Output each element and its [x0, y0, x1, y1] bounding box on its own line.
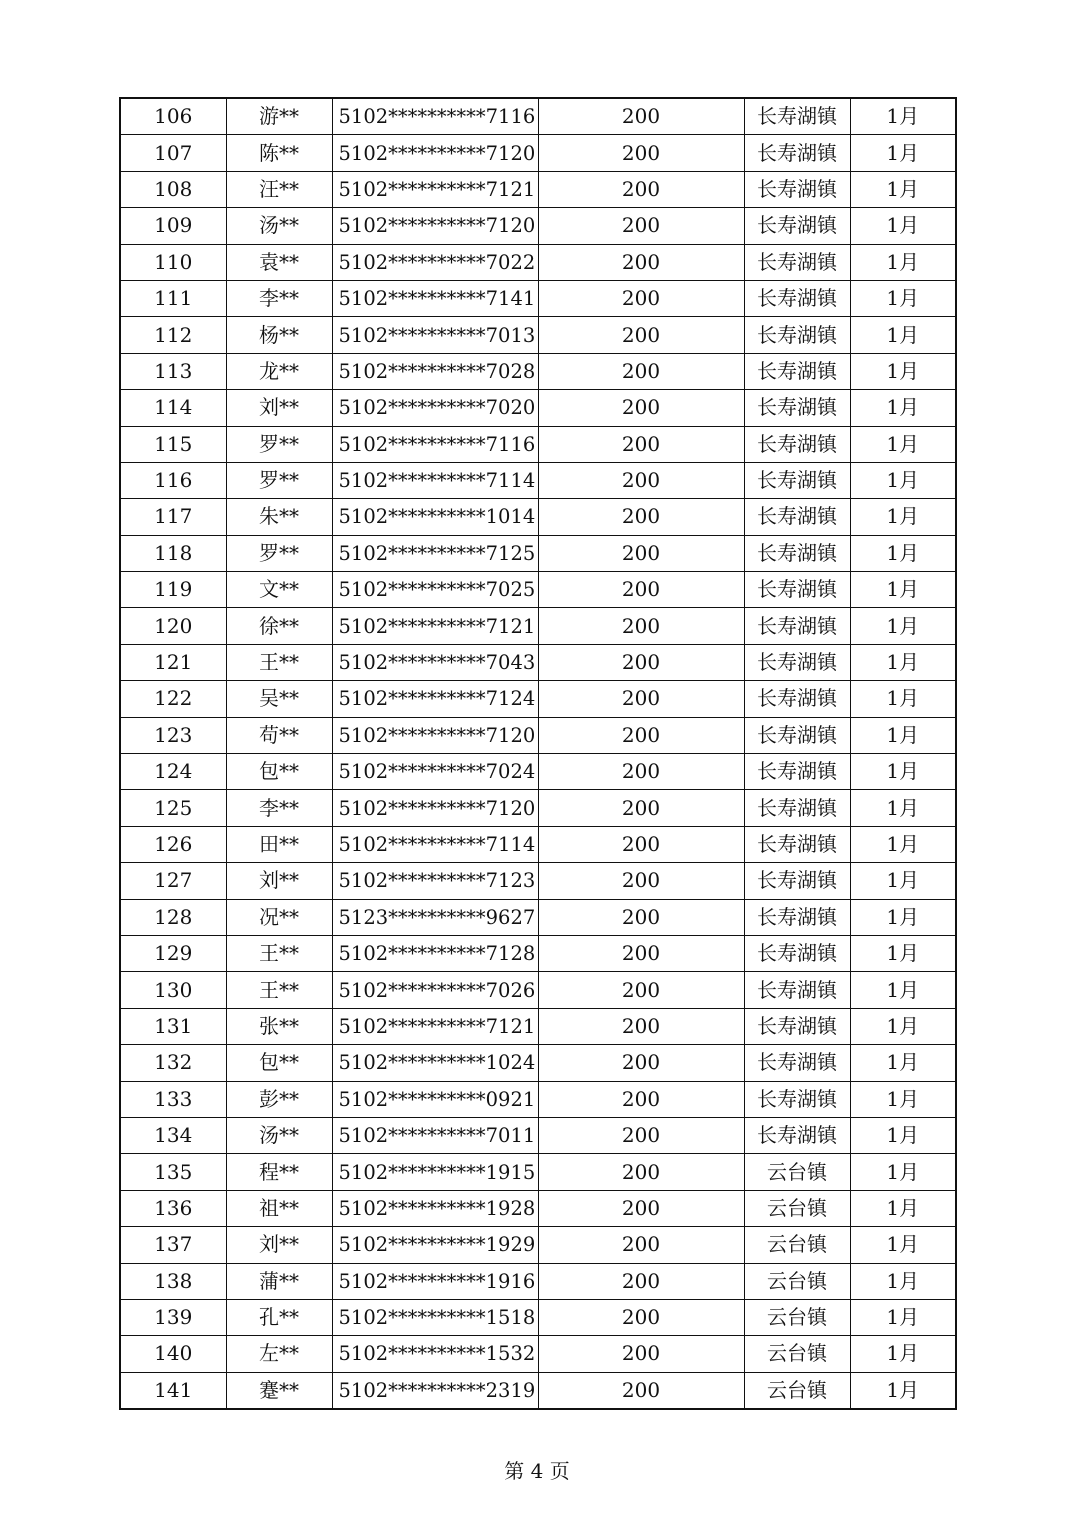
cell-id-number: 5102**********7116 [332, 426, 538, 462]
cell-amount: 200 [538, 353, 744, 389]
cell-town: 长寿湖镇 [744, 462, 850, 498]
cell-amount: 200 [538, 754, 744, 790]
table-row [120, 499, 956, 535]
table-row [120, 135, 956, 171]
cell-town: 长寿湖镇 [744, 1008, 850, 1044]
cell-town: 长寿湖镇 [744, 426, 850, 462]
cell-month: 1月 [850, 426, 956, 462]
cell-town: 云台镇 [744, 1372, 850, 1409]
cell-amount: 200 [538, 280, 744, 316]
cell-month: 1月 [850, 899, 956, 935]
cell-name: 文** [226, 572, 332, 608]
table-row [120, 171, 956, 207]
cell-town: 长寿湖镇 [744, 135, 850, 171]
cell-serial-number: 107 [120, 135, 226, 171]
cell-name: 田** [226, 826, 332, 862]
cell-serial-number: 134 [120, 1117, 226, 1153]
cell-serial-number: 121 [120, 644, 226, 680]
cell-id-number: 5102**********7025 [332, 572, 538, 608]
table-row [120, 390, 956, 426]
cell-id-number: 5102**********7128 [332, 935, 538, 971]
cell-serial-number: 108 [120, 171, 226, 207]
table-row [120, 1008, 956, 1044]
cell-amount: 200 [538, 462, 744, 498]
cell-amount: 200 [538, 972, 744, 1008]
cell-name: 彭** [226, 1081, 332, 1117]
cell-month: 1月 [850, 863, 956, 899]
cell-name: 刘** [226, 1227, 332, 1263]
cell-amount: 200 [538, 790, 744, 826]
table-row [120, 244, 956, 280]
cell-town: 云台镇 [744, 1190, 850, 1226]
table-row [120, 644, 956, 680]
cell-month: 1月 [850, 1227, 956, 1263]
cell-town: 云台镇 [744, 1227, 850, 1263]
cell-serial-number: 128 [120, 899, 226, 935]
cell-month: 1月 [850, 972, 956, 1008]
cell-id-number: 5102**********1014 [332, 499, 538, 535]
cell-id-number: 5102**********1024 [332, 1045, 538, 1081]
cell-serial-number: 122 [120, 681, 226, 717]
table-row [120, 535, 956, 571]
table-row [120, 1081, 956, 1117]
cell-id-number: 5102**********1928 [332, 1190, 538, 1226]
table-row [120, 826, 956, 862]
cell-amount: 200 [538, 535, 744, 571]
cell-town: 长寿湖镇 [744, 935, 850, 971]
cell-month: 1月 [850, 717, 956, 753]
cell-town: 长寿湖镇 [744, 681, 850, 717]
cell-id-number: 5102**********7026 [332, 972, 538, 1008]
cell-town: 长寿湖镇 [744, 644, 850, 680]
cell-amount: 200 [538, 935, 744, 971]
cell-name: 左** [226, 1336, 332, 1372]
cell-name: 游** [226, 98, 332, 135]
cell-amount: 200 [538, 1227, 744, 1263]
cell-town: 长寿湖镇 [744, 280, 850, 316]
cell-amount: 200 [538, 644, 744, 680]
cell-id-number: 5102**********7043 [332, 644, 538, 680]
cell-name: 张** [226, 1008, 332, 1044]
cell-name: 汪** [226, 171, 332, 207]
cell-town: 长寿湖镇 [744, 208, 850, 244]
cell-id-number: 5102**********7028 [332, 353, 538, 389]
cell-name: 蒲** [226, 1263, 332, 1299]
cell-name: 朱** [226, 499, 332, 535]
cell-serial-number: 124 [120, 754, 226, 790]
cell-month: 1月 [850, 499, 956, 535]
cell-town: 长寿湖镇 [744, 899, 850, 935]
cell-month: 1月 [850, 1117, 956, 1153]
cell-id-number: 5102**********7116 [332, 98, 538, 135]
cell-month: 1月 [850, 353, 956, 389]
cell-amount: 200 [538, 171, 744, 207]
table-row [120, 280, 956, 316]
table-row [120, 1190, 956, 1226]
table-row [120, 1154, 956, 1190]
cell-town: 长寿湖镇 [744, 353, 850, 389]
cell-month: 1月 [850, 244, 956, 280]
cell-month: 1月 [850, 98, 956, 135]
cell-town: 长寿湖镇 [744, 499, 850, 535]
cell-name: 祖** [226, 1190, 332, 1226]
cell-amount: 200 [538, 1154, 744, 1190]
cell-serial-number: 132 [120, 1045, 226, 1081]
cell-month: 1月 [850, 681, 956, 717]
cell-month: 1月 [850, 135, 956, 171]
cell-amount: 200 [538, 1045, 744, 1081]
cell-month: 1月 [850, 317, 956, 353]
cell-month: 1月 [850, 1045, 956, 1081]
cell-town: 长寿湖镇 [744, 754, 850, 790]
cell-month: 1月 [850, 935, 956, 971]
cell-town: 云台镇 [744, 1263, 850, 1299]
cell-amount: 200 [538, 608, 744, 644]
cell-amount: 200 [538, 1263, 744, 1299]
cell-amount: 200 [538, 244, 744, 280]
table-row [120, 1336, 956, 1372]
cell-amount: 200 [538, 426, 744, 462]
table-row [120, 972, 956, 1008]
table-row [120, 317, 956, 353]
cell-month: 1月 [850, 1190, 956, 1226]
cell-town: 长寿湖镇 [744, 535, 850, 571]
cell-serial-number: 137 [120, 1227, 226, 1263]
cell-amount: 200 [538, 1372, 744, 1409]
cell-name: 杨** [226, 317, 332, 353]
cell-id-number: 5102**********7011 [332, 1117, 538, 1153]
table-row [120, 1227, 956, 1263]
table-row [120, 1299, 956, 1335]
cell-amount: 200 [538, 499, 744, 535]
cell-id-number: 5102**********1915 [332, 1154, 538, 1190]
cell-id-number: 5102**********7121 [332, 608, 538, 644]
cell-month: 1月 [850, 1299, 956, 1335]
table-row [120, 608, 956, 644]
cell-name: 汤** [226, 1117, 332, 1153]
cell-month: 1月 [850, 1372, 956, 1409]
cell-id-number: 5102**********7124 [332, 681, 538, 717]
table-row [120, 572, 956, 608]
cell-name: 况** [226, 899, 332, 935]
cell-town: 长寿湖镇 [744, 317, 850, 353]
cell-month: 1月 [850, 208, 956, 244]
cell-town: 云台镇 [744, 1336, 850, 1372]
cell-name: 李** [226, 790, 332, 826]
table-row [120, 208, 956, 244]
cell-month: 1月 [850, 1008, 956, 1044]
cell-serial-number: 140 [120, 1336, 226, 1372]
cell-amount: 200 [538, 1299, 744, 1335]
cell-name: 包** [226, 1045, 332, 1081]
cell-name: 罗** [226, 535, 332, 571]
cell-town: 长寿湖镇 [744, 608, 850, 644]
table-row [120, 462, 956, 498]
cell-serial-number: 112 [120, 317, 226, 353]
cell-town: 长寿湖镇 [744, 1045, 850, 1081]
cell-amount: 200 [538, 1117, 744, 1153]
cell-id-number: 5102**********7121 [332, 171, 538, 207]
cell-serial-number: 106 [120, 98, 226, 135]
cell-name: 李** [226, 280, 332, 316]
cell-town: 长寿湖镇 [744, 826, 850, 862]
cell-amount: 200 [538, 390, 744, 426]
cell-name: 孔** [226, 1299, 332, 1335]
cell-serial-number: 130 [120, 972, 226, 1008]
cell-serial-number: 110 [120, 244, 226, 280]
roster-table [119, 97, 957, 1410]
cell-month: 1月 [850, 390, 956, 426]
cell-id-number: 5102**********0921 [332, 1081, 538, 1117]
cell-amount: 200 [538, 717, 744, 753]
cell-name: 王** [226, 935, 332, 971]
cell-name: 罗** [226, 462, 332, 498]
cell-id-number: 5102**********1929 [332, 1227, 538, 1263]
cell-serial-number: 113 [120, 353, 226, 389]
cell-id-number: 5102**********1532 [332, 1336, 538, 1372]
table-row [120, 899, 956, 935]
cell-month: 1月 [850, 171, 956, 207]
roster-table-body [120, 98, 956, 1409]
cell-month: 1月 [850, 644, 956, 680]
cell-name: 苟** [226, 717, 332, 753]
cell-amount: 200 [538, 899, 744, 935]
cell-id-number: 5102**********7114 [332, 826, 538, 862]
cell-serial-number: 117 [120, 499, 226, 535]
page-number: 第 4 页 [504, 1459, 570, 1483]
cell-id-number: 5102**********7121 [332, 1008, 538, 1044]
cell-serial-number: 129 [120, 935, 226, 971]
cell-name: 罗** [226, 426, 332, 462]
cell-name: 吴** [226, 681, 332, 717]
table-row [120, 935, 956, 971]
cell-amount: 200 [538, 1008, 744, 1044]
cell-name: 包** [226, 754, 332, 790]
cell-serial-number: 126 [120, 826, 226, 862]
cell-id-number: 5102**********7114 [332, 462, 538, 498]
cell-id-number: 5102**********7120 [332, 208, 538, 244]
cell-month: 1月 [850, 608, 956, 644]
cell-month: 1月 [850, 280, 956, 316]
cell-serial-number: 133 [120, 1081, 226, 1117]
cell-month: 1月 [850, 826, 956, 862]
cell-amount: 200 [538, 135, 744, 171]
cell-serial-number: 139 [120, 1299, 226, 1335]
cell-serial-number: 141 [120, 1372, 226, 1409]
cell-town: 云台镇 [744, 1154, 850, 1190]
cell-id-number: 5102**********7141 [332, 280, 538, 316]
cell-town: 长寿湖镇 [744, 863, 850, 899]
table-row [120, 863, 956, 899]
cell-id-number: 5102**********7022 [332, 244, 538, 280]
table-row [120, 98, 956, 135]
cell-serial-number: 111 [120, 280, 226, 316]
cell-amount: 200 [538, 826, 744, 862]
cell-serial-number: 109 [120, 208, 226, 244]
cell-id-number: 5102**********7120 [332, 717, 538, 753]
cell-amount: 200 [538, 863, 744, 899]
cell-id-number: 5102**********1518 [332, 1299, 538, 1335]
table-row [120, 353, 956, 389]
cell-name: 袁** [226, 244, 332, 280]
cell-name: 王** [226, 972, 332, 1008]
cell-id-number: 5123**********9627 [332, 899, 538, 935]
cell-serial-number: 118 [120, 535, 226, 571]
cell-id-number: 5102**********7024 [332, 754, 538, 790]
cell-month: 1月 [850, 754, 956, 790]
cell-name: 龙** [226, 353, 332, 389]
cell-month: 1月 [850, 1336, 956, 1372]
table-row [120, 1263, 956, 1299]
cell-serial-number: 114 [120, 390, 226, 426]
cell-month: 1月 [850, 535, 956, 571]
cell-name: 汤** [226, 208, 332, 244]
cell-id-number: 5102**********7120 [332, 790, 538, 826]
table-row [120, 1045, 956, 1081]
cell-town: 长寿湖镇 [744, 972, 850, 1008]
cell-serial-number: 123 [120, 717, 226, 753]
cell-name: 蹇** [226, 1372, 332, 1409]
cell-serial-number: 131 [120, 1008, 226, 1044]
table-row [120, 717, 956, 753]
table-row [120, 790, 956, 826]
cell-amount: 200 [538, 681, 744, 717]
cell-name: 陈** [226, 135, 332, 171]
cell-name: 刘** [226, 390, 332, 426]
cell-amount: 200 [538, 1336, 744, 1372]
cell-id-number: 5102**********7013 [332, 317, 538, 353]
table-row [120, 1117, 956, 1153]
cell-serial-number: 138 [120, 1263, 226, 1299]
cell-name: 刘** [226, 863, 332, 899]
cell-serial-number: 116 [120, 462, 226, 498]
cell-serial-number: 127 [120, 863, 226, 899]
cell-amount: 200 [538, 317, 744, 353]
cell-month: 1月 [850, 1081, 956, 1117]
cell-month: 1月 [850, 1263, 956, 1299]
cell-month: 1月 [850, 790, 956, 826]
cell-id-number: 5102**********2319 [332, 1372, 538, 1409]
cell-town: 长寿湖镇 [744, 717, 850, 753]
cell-serial-number: 120 [120, 608, 226, 644]
table-row [120, 754, 956, 790]
table-row [120, 426, 956, 462]
cell-amount: 200 [538, 208, 744, 244]
cell-month: 1月 [850, 462, 956, 498]
cell-id-number: 5102**********1916 [332, 1263, 538, 1299]
cell-town: 云台镇 [744, 1299, 850, 1335]
cell-month: 1月 [850, 1154, 956, 1190]
cell-serial-number: 119 [120, 572, 226, 608]
cell-name: 徐** [226, 608, 332, 644]
cell-town: 长寿湖镇 [744, 790, 850, 826]
cell-serial-number: 136 [120, 1190, 226, 1226]
cell-amount: 200 [538, 1190, 744, 1226]
cell-id-number: 5102**********7125 [332, 535, 538, 571]
cell-amount: 200 [538, 1081, 744, 1117]
cell-amount: 200 [538, 572, 744, 608]
cell-town: 长寿湖镇 [744, 390, 850, 426]
cell-id-number: 5102**********7123 [332, 863, 538, 899]
cell-town: 长寿湖镇 [744, 1117, 850, 1153]
cell-month: 1月 [850, 572, 956, 608]
cell-name: 王** [226, 644, 332, 680]
cell-serial-number: 135 [120, 1154, 226, 1190]
cell-town: 长寿湖镇 [744, 244, 850, 280]
cell-serial-number: 115 [120, 426, 226, 462]
cell-town: 长寿湖镇 [744, 572, 850, 608]
cell-name: 程** [226, 1154, 332, 1190]
cell-town: 长寿湖镇 [744, 171, 850, 207]
table-row [120, 681, 956, 717]
cell-town: 长寿湖镇 [744, 98, 850, 135]
cell-serial-number: 125 [120, 790, 226, 826]
cell-amount: 200 [538, 98, 744, 135]
cell-id-number: 5102**********7020 [332, 390, 538, 426]
cell-id-number: 5102**********7120 [332, 135, 538, 171]
cell-town: 长寿湖镇 [744, 1081, 850, 1117]
table-row [120, 1372, 956, 1409]
